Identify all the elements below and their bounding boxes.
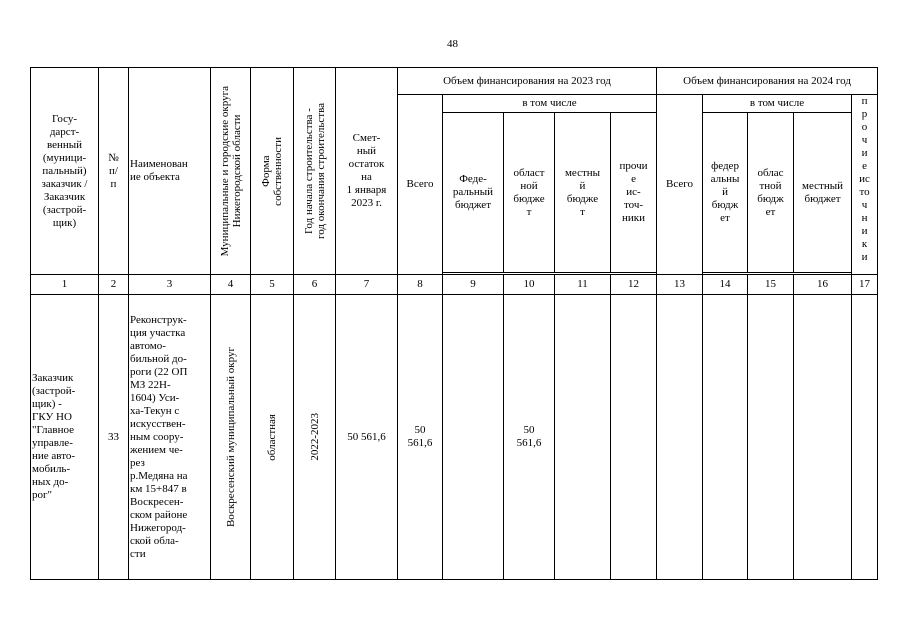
cell-customer: Заказчик (застрой- щик) - ГКУ НО "Главное управле- ние авто- мобиль- ных до- рог" (31, 295, 99, 580)
header-regional-2024: облас тной бюдж ет (748, 113, 794, 273)
header-regional-2023: област ной бюдже т (504, 113, 555, 273)
column-number: 5 (251, 275, 294, 295)
column-number: 2 (99, 275, 129, 295)
header-local-2024: местный бюджет (794, 113, 852, 273)
header-including-2023: в том числе (443, 95, 657, 113)
page-number: 48 (447, 38, 458, 50)
header-construction-years: Год начала строительства - год окончания строительства (294, 68, 336, 275)
cell-estimated-balance: 50 561,6 (336, 295, 398, 580)
cell-local-2023 (555, 295, 611, 580)
cell-federal-2024 (703, 295, 748, 580)
cell-object-name: Реконструк- ция участка автомо- бильной до- роги (22 ОП МЗ 22Н- 1604) Уси- ха-Текун с искусствен- ным соору- жением че- рез р.Медяна на км 15+847 в Воскресен- ском районе Нижегород- ской обла- сти (129, 295, 211, 580)
cell-number: 33 (99, 295, 129, 580)
header-customer: Госу- дарст- венный (муници- пальный) заказчик / Заказчик (застрой- щик) (31, 68, 99, 275)
header-total-2023: Всего (398, 95, 443, 275)
header-total-2024: Всего (657, 95, 703, 275)
cell-municipality: Воскресенский муниципальный округ (211, 295, 251, 580)
column-number: 11 (555, 275, 611, 295)
cell-total-2024 (657, 295, 703, 580)
investment-table (30, 67, 878, 580)
cell-ownership: областная (251, 295, 294, 580)
cell-other-2024 (852, 295, 878, 580)
header-object-name: Наименован ие объекта (129, 68, 211, 275)
cell-regional-2024 (748, 295, 794, 580)
column-number: 16 (794, 275, 852, 295)
column-number: 13 (657, 275, 703, 295)
header-funding-2024: Объем финансирования на 2024 год (657, 68, 878, 95)
cell-total-2023: 50 561,6 (398, 295, 443, 580)
cell-federal-2023 (443, 295, 504, 580)
header-other-2023: прочи е ис- точ- ники (611, 113, 657, 273)
header-including-2024: в том числе (703, 95, 852, 113)
header-other-2024: п р о ч и е ис то ч н и к и (852, 95, 878, 275)
cell-local-2024 (794, 295, 852, 580)
header-estimated-balance: Смет- ный остаток на 1 января 2023 г. (336, 68, 398, 275)
header-local-2023: местны й бюдже т (555, 113, 611, 273)
column-number: 6 (294, 275, 336, 295)
header-federal-2023: Феде- ральный бюджет (443, 113, 504, 273)
column-number: 8 (398, 275, 443, 295)
header-ownership: Форма собственности (251, 68, 294, 275)
column-number: 17 (852, 275, 878, 295)
column-number: 9 (443, 275, 504, 295)
column-number: 15 (748, 275, 794, 295)
header-funding-2023: Объем финансирования на 2023 год (398, 68, 657, 95)
column-number: 4 (211, 275, 251, 295)
column-number: 7 (336, 275, 398, 295)
column-number: 14 (703, 275, 748, 295)
cell-other-2023 (611, 295, 657, 580)
column-number: 3 (129, 275, 211, 295)
column-number: 1 (31, 275, 99, 295)
header-municipality: Муниципальные и городские округа Нижегородской области (211, 68, 251, 275)
cell-construction-years: 2022-2023 (294, 295, 336, 580)
header-number: № п/ п (99, 68, 129, 275)
column-number: 10 (504, 275, 555, 295)
column-number-row (31, 275, 878, 295)
cell-regional-2023: 50 561,6 (504, 295, 555, 580)
header-federal-2024: федер альны й бюдж ет (703, 113, 748, 273)
column-number: 12 (611, 275, 657, 295)
table-row (31, 295, 878, 580)
